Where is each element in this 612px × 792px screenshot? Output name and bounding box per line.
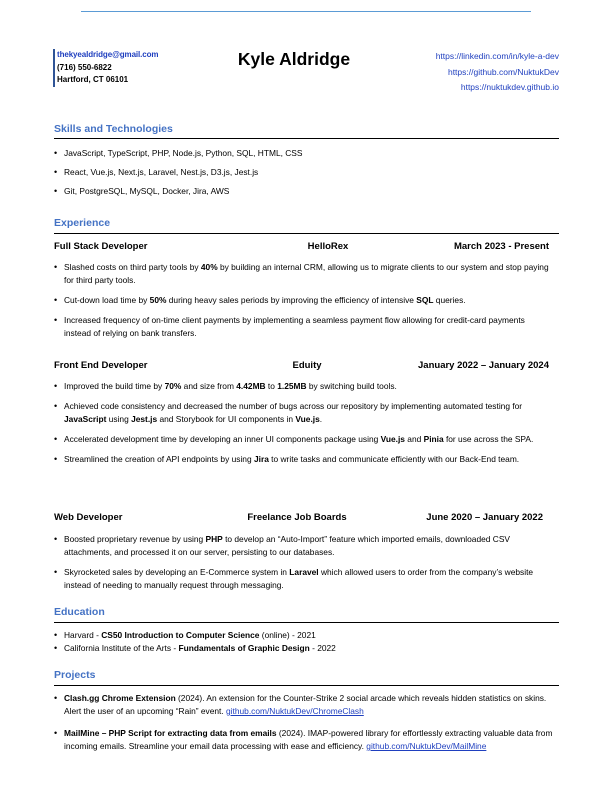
job-title: Web Developer xyxy=(54,512,123,523)
education-rule xyxy=(54,622,559,623)
list-item: • California Institute of the Arts - Fundamentals of Graphic Design - 2022 xyxy=(54,642,554,655)
job-title: Full Stack Developer xyxy=(54,241,148,252)
list-item: • Skyrocketed sales by developing an E-Commerce system in Laravel which allowed users to order from the company’s website instead of needing to manually request through messaging. xyxy=(54,566,554,592)
experience-rule xyxy=(54,233,559,234)
top-divider xyxy=(81,11,531,12)
job-dates: January 2022 – January 2024 xyxy=(418,360,549,371)
list-item: • Cut-down load time by 50% during heavy sales periods by improving the efficiency of intensive SQL queries. xyxy=(54,294,554,307)
job-bullets xyxy=(54,261,554,347)
project-name: Clash.gg Chrome Extension xyxy=(64,693,176,703)
list-item: • Boosted proprietary revenue by using PHP to develop an “Auto-Import” feature which imported emails, downloaded CSV attachments, and processed it on our server, persisting to our databases. xyxy=(54,533,554,559)
list-item: • Clash.gg Chrome Extension (2024). An extension for the Counter-Strike 2 social arcade which reveals hidden statistics on skins. Alert the user of an upcoming “Rain” event. github.com/NuktukDev/ChromeClash xyxy=(54,692,554,718)
job-company: Freelance Job Boards xyxy=(247,512,347,523)
email-link[interactable]: thekyealdridge@gmail.com xyxy=(57,50,159,59)
location: Hartford, CT 06101 xyxy=(57,75,129,84)
list-item: • React, Vue.js, Next.js, Laravel, Nest.js, D3.js, Jest.js xyxy=(54,166,554,185)
list-item: • Slashed costs on third party tools by 40% by building an internal CRM, allowing us to migrate clients to our system and stop paying for third party tools. xyxy=(54,261,554,287)
job-title: Front End Developer xyxy=(54,360,148,371)
job-dates: March 2023 - Present xyxy=(453,241,549,252)
project-link[interactable]: github.com/NuktukDev/MailMine xyxy=(366,741,487,751)
list-item: • Accelerated development time by developing an inner UI components package using Vue.js and Pinia for use across the SPA. xyxy=(54,433,554,446)
linkedin-link[interactable]: https://linkedin.com/in/kyle-a-dev xyxy=(435,51,559,61)
skills-list xyxy=(54,147,554,204)
skills-rule xyxy=(54,138,559,139)
contact-block xyxy=(53,49,158,87)
list-item: • Achieved code consistency and decreased the number of bugs across our repository by implementing automated testing for JavaScript using Jest.js and Storybook for UI components in Vue.js. xyxy=(54,400,554,426)
job-company: Eduity xyxy=(292,360,322,371)
list-item: • MailMine – PHP Script for extracting data from emails (2024). IMAP-powered library for effortlessly extracting valuable data from incoming emails. Streamline your email data processing with ease and efficiency. github.com/NuktukDev/MailMine xyxy=(54,727,554,753)
job-dates: June 2020 – January 2022 xyxy=(426,512,543,523)
education-heading: Education xyxy=(54,606,105,618)
profile-links xyxy=(436,49,559,96)
portfolio-link[interactable]: https://nuktukdev.github.io xyxy=(460,82,559,92)
candidate-name: Kyle Aldridge xyxy=(237,49,351,69)
skills-heading: Skills and Technologies xyxy=(54,123,173,135)
projects-list xyxy=(54,692,554,762)
job-company: HelloRex xyxy=(307,241,349,252)
job-bullets xyxy=(54,533,554,599)
job-bullets xyxy=(54,380,554,473)
github-link[interactable]: https://github.com/NuktukDev xyxy=(447,66,559,77)
projects-heading: Projects xyxy=(54,669,96,681)
project-name: MailMine – PHP Script for extracting data from emails xyxy=(64,728,277,738)
list-item: • Streamlined the creation of API endpoints by using Jira to write tasks and communicate efficiently with our Back-End team. xyxy=(54,453,554,466)
list-item: • Git, PostgreSQL, MySQL, Docker, Jira, AWS xyxy=(54,185,554,204)
list-item: • Harvard - CS50 Introduction to Computer Science (online) - 2021 xyxy=(54,629,554,642)
list-item: • Improved the build time by 70% and size from 4.42MB to 1.25MB by switching build tools. xyxy=(54,380,554,393)
experience-heading: Experience xyxy=(54,217,111,229)
project-link[interactable]: github.com/NuktukDev/ChromeClash xyxy=(226,706,364,716)
list-item: • Increased frequency of on-time client payments by implementing a seamless payment flow allowing for credit-card payments instead of relying on bank transfers. xyxy=(54,314,554,340)
projects-rule xyxy=(54,685,559,686)
list-item: • JavaScript, TypeScript, PHP, Node.js, Python, SQL, HTML, CSS xyxy=(54,147,554,166)
education-list xyxy=(54,629,554,654)
phone-number: (716) 550-6822 xyxy=(57,62,112,72)
